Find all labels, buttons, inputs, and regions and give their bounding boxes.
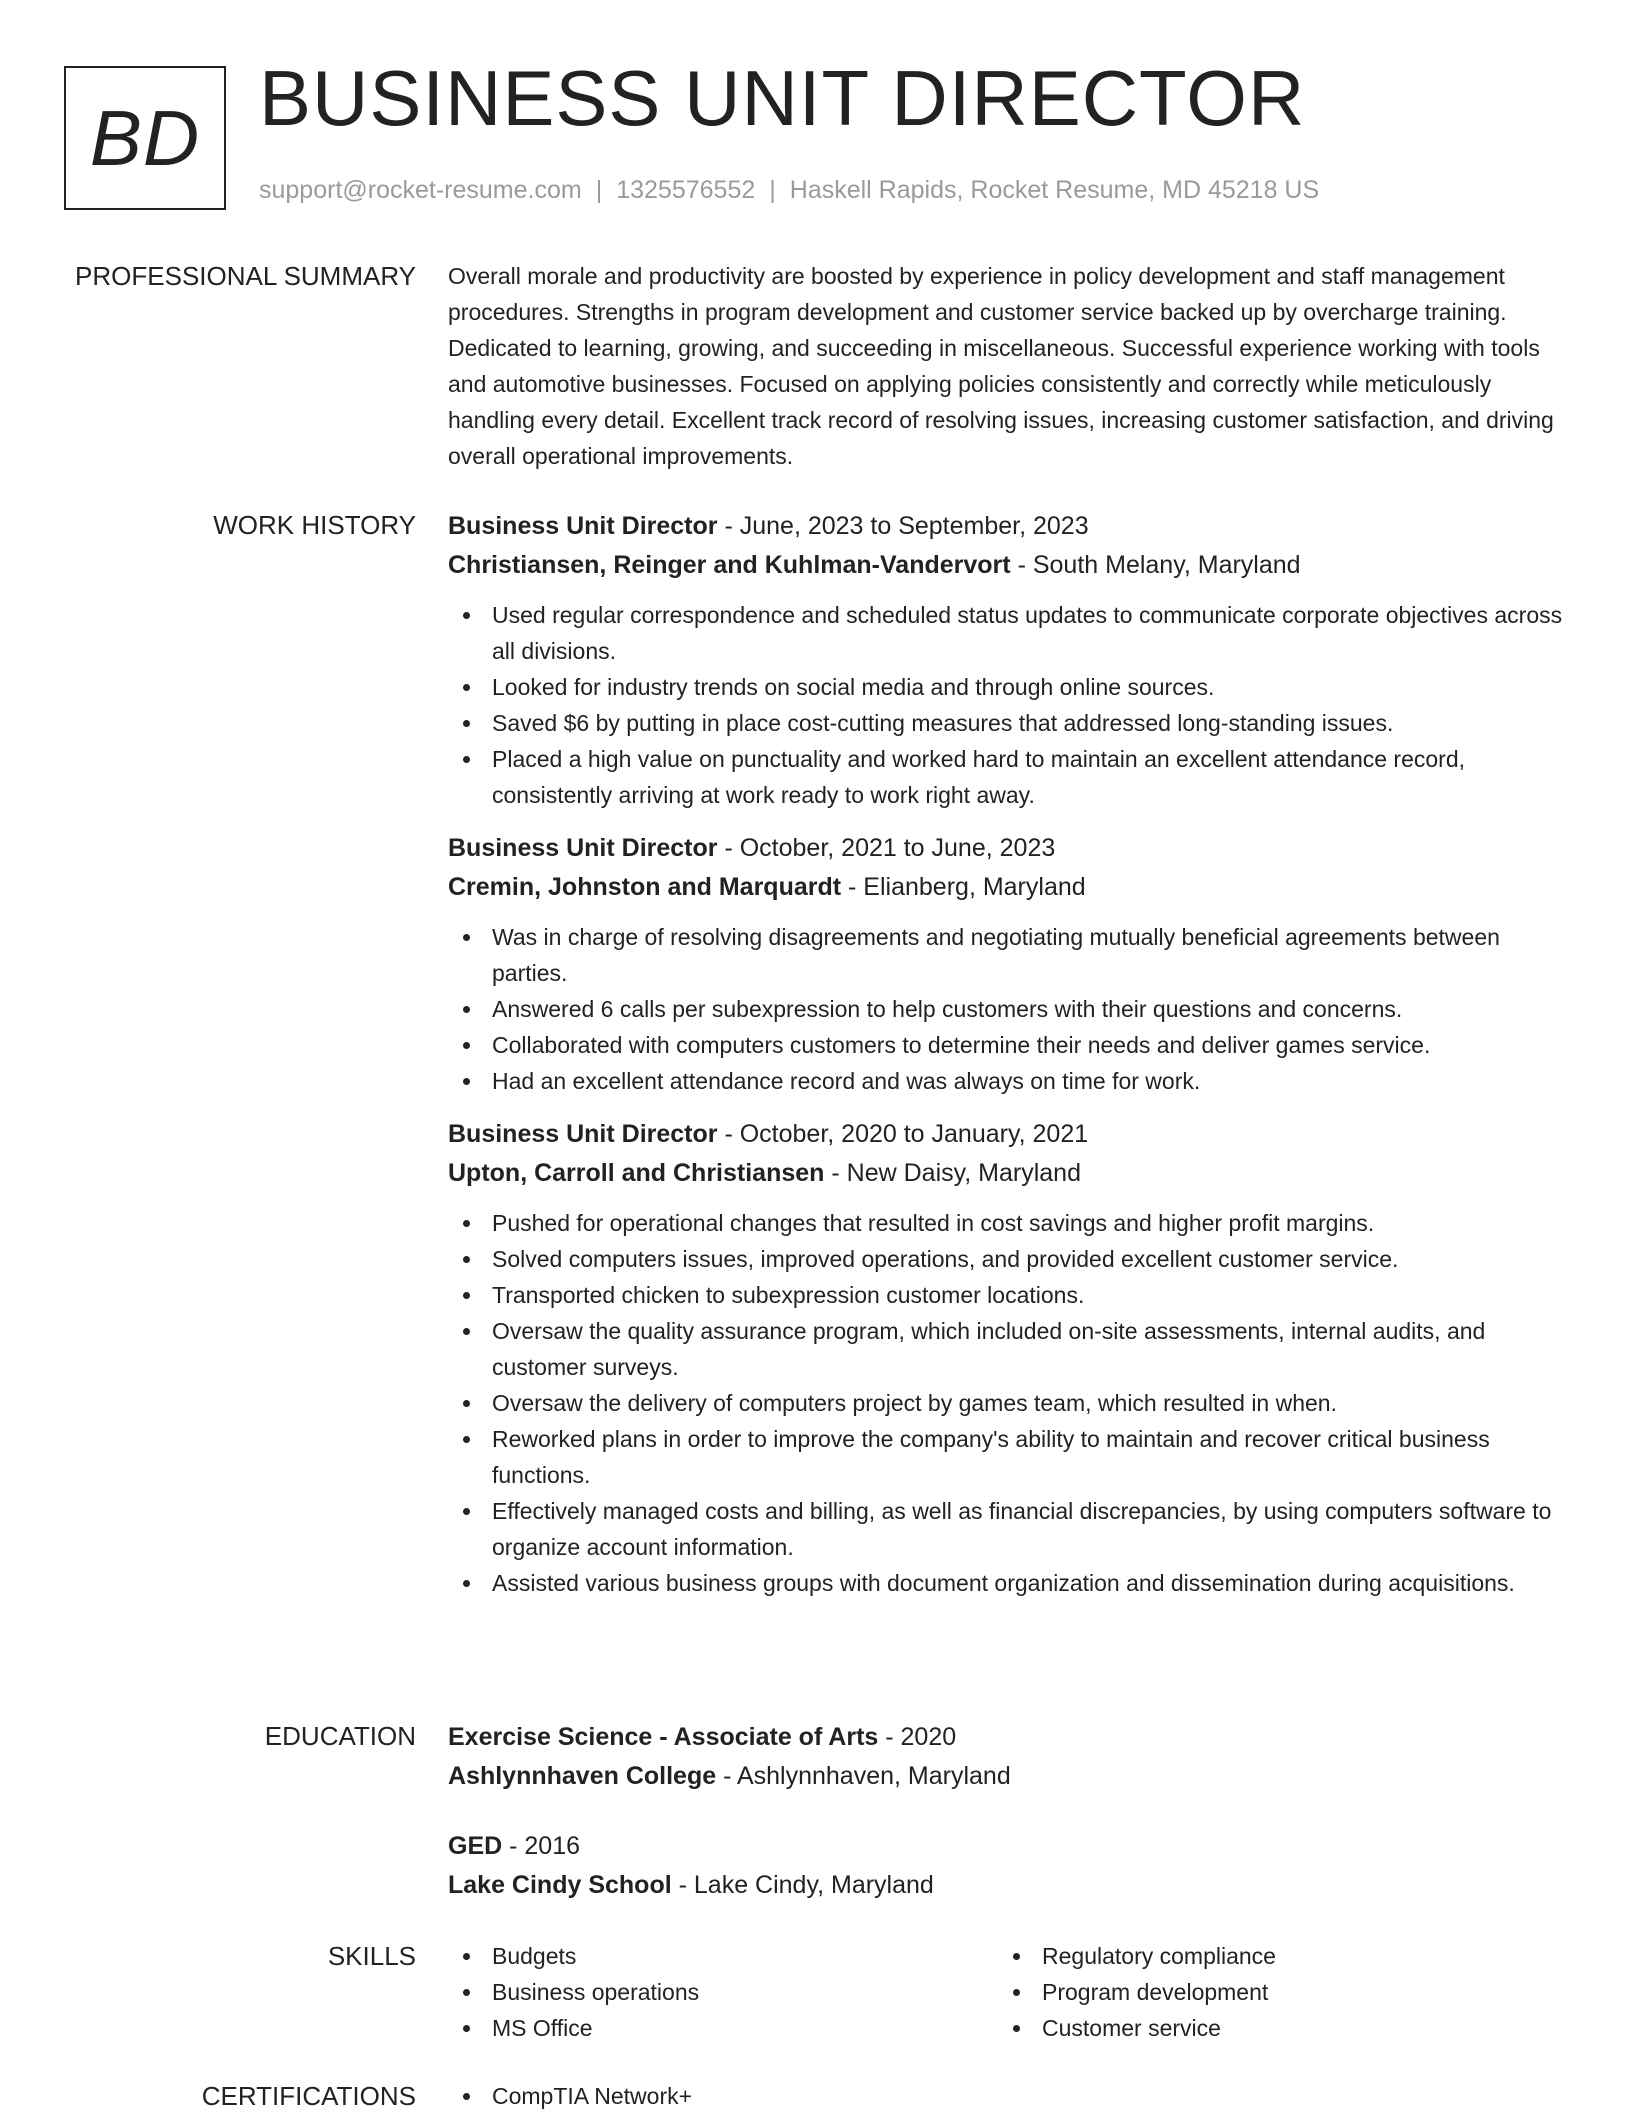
skills-grid bbox=[448, 1938, 1568, 2046]
job-title-line bbox=[448, 507, 1568, 546]
skill-item: Regulatory compliance bbox=[998, 1938, 1548, 1974]
job-bullet: Used regular correspondence and scheduled status updates to communicate corporate objectives across all divisions. bbox=[448, 597, 1568, 669]
skill-item: Customer service bbox=[998, 2010, 1548, 2046]
job-bullet: Pushed for operational changes that resulted in cost savings and higher profit margins. bbox=[448, 1205, 1568, 1241]
skills-column-right bbox=[998, 1938, 1548, 2046]
job-title-line bbox=[448, 829, 1568, 868]
education-degree-line bbox=[448, 1827, 1568, 1866]
job-company: Upton, Carroll and Christiansen bbox=[448, 1159, 825, 1187]
resume-title: BUSINESS UNIT DIRECTOR bbox=[259, 54, 1306, 142]
education-year: - 2016 bbox=[502, 1832, 581, 1860]
section-heading-work-history: WORK HISTORY bbox=[213, 510, 416, 540]
job-location: - Elianberg, Maryland bbox=[841, 873, 1086, 901]
education-year: - 2020 bbox=[878, 1723, 957, 1751]
certifications-list bbox=[448, 2078, 1568, 2112]
job-bullets bbox=[448, 597, 1568, 813]
job-company: Christiansen, Reinger and Kuhlman-Vandervort bbox=[448, 551, 1011, 579]
education-location: - Ashlynnhaven, Maryland bbox=[716, 1762, 1011, 1790]
education-degree: Exercise Science - Associate of Arts bbox=[448, 1723, 879, 1751]
education-school-line bbox=[448, 1866, 1568, 1905]
job-company-line bbox=[448, 1154, 1568, 1193]
skill-item: Budgets bbox=[448, 1938, 998, 1974]
job-title: Business Unit Director bbox=[448, 834, 718, 862]
job-location: - New Daisy, Maryland bbox=[824, 1159, 1081, 1187]
job-bullet: Oversaw the quality assurance program, which included on-site assessments, internal audits, and customer surveys. bbox=[448, 1313, 1568, 1385]
skill-item: MS Office bbox=[448, 2010, 998, 2046]
job-bullet: Was in charge of resolving disagreements and negotiating mutually beneficial agreements between parties. bbox=[448, 919, 1568, 991]
job-title: Business Unit Director bbox=[448, 512, 718, 540]
job-company: Cremin, Johnston and Marquardt bbox=[448, 873, 842, 901]
section-heading-certifications: CERTIFICATIONS bbox=[201, 2081, 416, 2111]
summary-text: Overall morale and productivity are boosted by experience in policy development and staff management procedures. Strengths in program development and customer service backed up by overcharge training. Dedicated to learning, growing, and succeeding in miscellaneous. Successful experience working with tools and automotive businesses. Focused on applying policies consistently and correctly while meticulously handling every detail. Excellent track record of resolving issues, increasing customer satisfaction, and driving overall operational improvements. bbox=[448, 263, 1554, 469]
job-title-line bbox=[448, 1115, 1568, 1154]
job-location: - South Melany, Maryland bbox=[1010, 551, 1301, 579]
job-bullets bbox=[448, 919, 1568, 1099]
section-heading-skills: SKILLS bbox=[327, 1941, 416, 1971]
education-degree: GED bbox=[448, 1832, 503, 1860]
job-entry bbox=[448, 829, 1568, 1099]
job-title: Business Unit Director bbox=[448, 1120, 718, 1148]
job-bullet: Oversaw the delivery of computers project by games team, which resulted in when. bbox=[448, 1385, 1568, 1421]
skill-item: Business operations bbox=[448, 1974, 998, 2010]
contact-address: Haskell Rapids, Rocket Resume, MD 45218 US bbox=[789, 176, 1320, 204]
job-bullets bbox=[448, 1205, 1568, 1601]
job-company-line bbox=[448, 546, 1568, 585]
contact-phone: 1325576552 bbox=[616, 176, 756, 204]
education-entry bbox=[448, 1827, 1568, 1905]
job-bullet: Had an excellent attendance record and was always on time for work. bbox=[448, 1063, 1568, 1099]
skill-item: Program development bbox=[998, 1974, 1548, 2010]
contact-email: support@rocket-resume.com bbox=[259, 176, 582, 204]
job-bullet: Assisted various business groups with document organization and dissemination during acquisitions. bbox=[448, 1565, 1568, 1601]
monogram-box bbox=[64, 66, 226, 210]
skills-column-left bbox=[448, 1938, 998, 2046]
education-school: Ashlynnhaven College bbox=[448, 1762, 717, 1790]
job-bullet: Looked for industry trends on social media and through online sources. bbox=[448, 669, 1568, 705]
job-bullet: Collaborated with computers customers to determine their needs and deliver games service. bbox=[448, 1027, 1568, 1063]
job-dates: - October, 2021 to June, 2023 bbox=[717, 834, 1056, 862]
job-bullet: Saved $6 by putting in place cost-cutting measures that addressed long-standing issues. bbox=[448, 705, 1568, 741]
job-bullet: Solved computers issues, improved operations, and provided excellent customer service. bbox=[448, 1241, 1568, 1277]
education-location: - Lake Cindy, Maryland bbox=[671, 1871, 934, 1899]
job-bullet: Transported chicken to subexpression customer locations. bbox=[448, 1277, 1568, 1313]
education-entry bbox=[448, 1718, 1568, 1796]
job-company-line bbox=[448, 868, 1568, 907]
job-bullet: Effectively managed costs and billing, as well as financial discrepancies, by using computers software to organize account information. bbox=[448, 1493, 1568, 1565]
monogram-initials: BD bbox=[89, 93, 201, 182]
certification-item: CompTIA Network+ bbox=[448, 2078, 1568, 2112]
education-school: Lake Cindy School bbox=[448, 1871, 672, 1899]
section-heading-education: EDUCATION bbox=[264, 1721, 416, 1751]
contact-line bbox=[259, 176, 1319, 205]
contact-separator: | bbox=[769, 176, 776, 204]
job-bullet: Placed a high value on punctuality and worked hard to maintain an excellent attendance record, consistently arriving at work ready to work right away. bbox=[448, 741, 1568, 813]
job-dates: - June, 2023 to September, 2023 bbox=[717, 512, 1089, 540]
education-list bbox=[448, 1718, 1568, 1936]
education-school-line bbox=[448, 1757, 1568, 1796]
education-degree-line bbox=[448, 1718, 1568, 1757]
job-dates: - October, 2020 to January, 2021 bbox=[717, 1120, 1089, 1148]
job-list bbox=[448, 507, 1568, 1617]
job-bullet: Reworked plans in order to improve the company's ability to maintain and recover critical business functions. bbox=[448, 1421, 1568, 1493]
job-entry bbox=[448, 1115, 1568, 1601]
section-heading-summary: PROFESSIONAL SUMMARY bbox=[75, 261, 416, 291]
job-entry bbox=[448, 507, 1568, 813]
contact-separator: | bbox=[595, 176, 603, 204]
job-bullet: Answered 6 calls per subexpression to help customers with their questions and concerns. bbox=[448, 991, 1568, 1027]
